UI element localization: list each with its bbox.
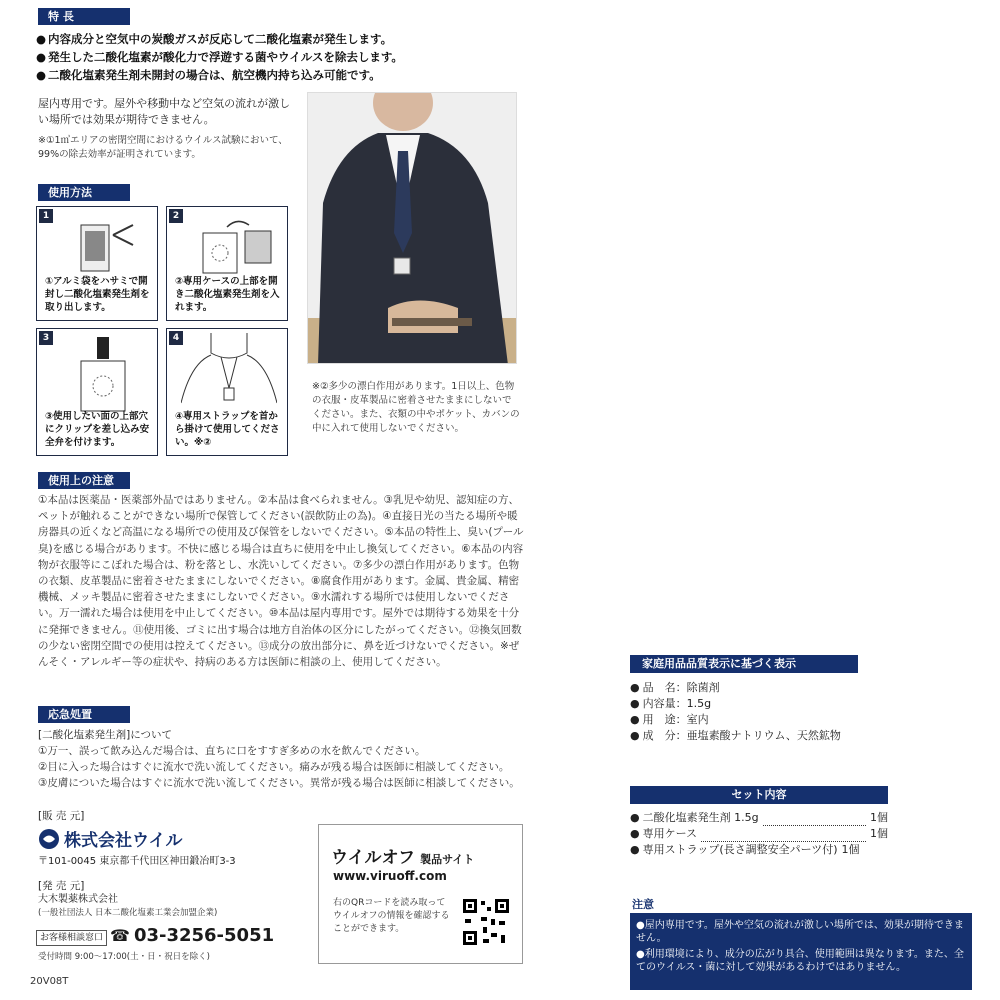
labeling-rows bbox=[630, 680, 841, 744]
first-aid-line: ②目に入った場合はすぐに流水で洗い流してください。痛みが残る場合は医師に相談してください。 bbox=[38, 761, 510, 773]
set-item-qty: 1個 bbox=[870, 811, 888, 824]
notice-line: ●屋内専用です。屋外や空気の流れが激しい場所では、効果が期待できません。 bbox=[636, 920, 964, 944]
contact-hours: 受付時間 9:00～17:00(土・日・祝日を除く) bbox=[38, 952, 210, 962]
notice-header: 注意 bbox=[632, 898, 654, 911]
feature-bullet: ● 二酸化塩素発生剤未開封の場合は、航空機内持ち込み可能です。 bbox=[36, 66, 403, 84]
labeling-row: ● 成 分：亜塩素酸ナトリウム、天然鉱物 bbox=[630, 728, 841, 744]
maker-company: 大木製薬株式会社 bbox=[38, 894, 118, 905]
set-item bbox=[630, 842, 888, 858]
scissors-bag-icon bbox=[73, 215, 143, 275]
maker-assoc: (一般社団法人 日本二酸化塩素工業会加盟企業) bbox=[38, 908, 218, 918]
set-item-qty: 1個 bbox=[870, 827, 888, 840]
features-header: 特 長 bbox=[38, 8, 130, 25]
feature-bullet: ● 内容成分と空気中の炭酸ガスが反応して二酸化塩素が発生します。 bbox=[36, 30, 403, 48]
features-note: 屋内専用です。屋外や移動中など空気の流れが激しい場所では効果が期待できません。 bbox=[38, 97, 291, 126]
product-code: 20V08T bbox=[30, 976, 69, 987]
features-footnote: ※①1㎥エリアの密閉空間におけるウイルス試験において、99%の除去効率が証明されています。 bbox=[38, 135, 288, 160]
set-item-name: ● 専用ケース bbox=[642, 827, 698, 840]
labeling-header: 家庭用品品質表示に基づく表示 bbox=[630, 655, 858, 673]
step-caption: ③使用したい面の上部穴にクリップを差し込み安全弁を付けます。 bbox=[45, 411, 150, 448]
usage-step-4 bbox=[166, 328, 288, 456]
set-item bbox=[630, 810, 888, 826]
qr-code-icon[interactable] bbox=[461, 897, 511, 947]
step-caption: ④専用ストラップを首から掛けて使用してください。※② bbox=[175, 411, 280, 448]
first-aid-line: ①万一、誤って飲み込んだ場合は、直ちに口をすすぎ多めの水を飲んでください。 bbox=[38, 745, 426, 757]
set-item bbox=[630, 826, 888, 842]
step-number: 2 bbox=[169, 209, 183, 223]
first-aid-lines bbox=[38, 743, 528, 791]
usage-step-1 bbox=[36, 206, 158, 321]
seller-label: [販 売 元] bbox=[38, 810, 85, 822]
clip-case-icon bbox=[73, 335, 133, 415]
features-bullets bbox=[36, 30, 403, 84]
seller-company: 株式会社ウイル bbox=[64, 831, 183, 851]
first-aid-header: 応急処置 bbox=[38, 706, 130, 723]
dot-leader bbox=[763, 810, 866, 826]
case-insert-icon bbox=[197, 215, 277, 275]
contact-label: お客様相談窓口 bbox=[36, 930, 107, 946]
cautions-header: 使用上の注意 bbox=[38, 472, 130, 489]
notice-box bbox=[630, 913, 972, 990]
set-contents-list bbox=[630, 810, 888, 858]
usage-header: 使用方法 bbox=[38, 184, 130, 201]
dot-leader bbox=[701, 826, 866, 842]
phone-icon: ☎ bbox=[110, 926, 130, 945]
set-item-name: ● 二酸化塩素発生剤 1.5g bbox=[642, 811, 759, 824]
qr-title: ウイルオフ bbox=[331, 848, 415, 868]
labeling-row: ● 用 途：室内 bbox=[630, 712, 841, 728]
first-aid-intro: [二酸化塩素発生剤]について bbox=[38, 729, 172, 741]
notice-line: ●利用環境により、成分の広がり具合、使用範囲は異なります。また、全てのウイルス・菌に対して効果があるわけではありません。 bbox=[636, 949, 964, 973]
neck-strap-icon bbox=[181, 333, 277, 413]
seller-address: 〒101-0045 東京都千代田区神田鍛冶町3-3 bbox=[38, 856, 236, 867]
step-number: 3 bbox=[39, 331, 53, 345]
set-item-qty: 1個 bbox=[841, 843, 860, 856]
seller-logo bbox=[38, 826, 183, 851]
set-contents-header: セット内容 bbox=[630, 786, 888, 804]
step-caption: ②専用ケースの上部を開き二酸化塩素発生剤を入れます。 bbox=[175, 276, 280, 313]
maker-label: [発 売 元] bbox=[38, 880, 85, 892]
set-item-name: ● 専用ストラップ(長さ調整安全パーツ付) bbox=[642, 843, 838, 856]
contact-phone-row bbox=[110, 925, 274, 946]
qr-url[interactable]: www.viruoff.com bbox=[333, 869, 447, 883]
usage-step-2 bbox=[166, 206, 288, 321]
qr-title-suffix: 製品サイト bbox=[420, 853, 475, 866]
contact-phone[interactable]: 03-3256-5051 bbox=[133, 925, 275, 946]
step-caption: ①アルミ袋をハサミで開封し二酸化塩素発生剤を取り出します。 bbox=[45, 276, 150, 313]
qr-box bbox=[318, 824, 523, 964]
step-number: 4 bbox=[169, 331, 183, 345]
cautions-text: ①本品は医薬品・医薬部外品ではありません。②本品は食べられません。③乳児や幼児、認知症の方、ペットが触れることができない場所で保管してください(誤飲防止の為)。④直接日光の当たる場所や暖房器具の近くなど高温になる場所での使用及び保管をしないでください。⑤本品の特性上、臭い(プール臭)を感じる場合があります。不快に感じる場合は直ちに使用を中止し換気してください。⑥本品の内容物が衣服等にこぼれた場合は、粉を落とし、水洗いしてください。⑦多少の漂白作用があります。色物の衣類、皮革製品に密着させたままにしないでください。⑧腐食作用があります。金属、貴金属、精密機械、メッキ製品に密着させたままにしないでください。⑨水濡れする場所では使用しないでください。万一濡れた場合は使用を中止してください。⑩本品は屋内専用です。屋外では期待する効果を十分に発揮できません。⑪使用後、ゴミに出す場合は地方自治体の区分にしたがってください。⑫換気回数の少ない密閉空間での使用は控えてください。⑬成分の放出部分に、鼻を近づけないでください。※ぜんそく・アレルギー等の症状や、持病のある方は医師に相談の上、使用してください。 bbox=[38, 494, 524, 669]
labeling-row: ● 内容量：1.5g bbox=[630, 696, 841, 712]
product-photo bbox=[307, 92, 517, 364]
company-logo-icon bbox=[38, 828, 60, 850]
usage-step-3 bbox=[36, 328, 158, 456]
first-aid-line: ③皮膚についた場合はすぐに流水で洗い流してください。異常が残る場合は医師に相談してください。 bbox=[38, 777, 520, 789]
photo-note: ※②多少の漂白作用があります。1日以上、色物の衣服・皮革製品に密着させたままにしないでください。また、衣類の中やポケット、カバンの中に入れて使用しないでください。 bbox=[312, 381, 520, 434]
feature-bullet: ● 発生した二酸化塩素が酸化力で浮遊する菌やウイルスを除去します。 bbox=[36, 48, 403, 66]
qr-text: 右のQRコードを読み取ってウイルオフの情報を確認することができます。 bbox=[333, 898, 450, 934]
step-number: 1 bbox=[39, 209, 53, 223]
labeling-row: ● 品 名：除菌剤 bbox=[630, 680, 841, 696]
